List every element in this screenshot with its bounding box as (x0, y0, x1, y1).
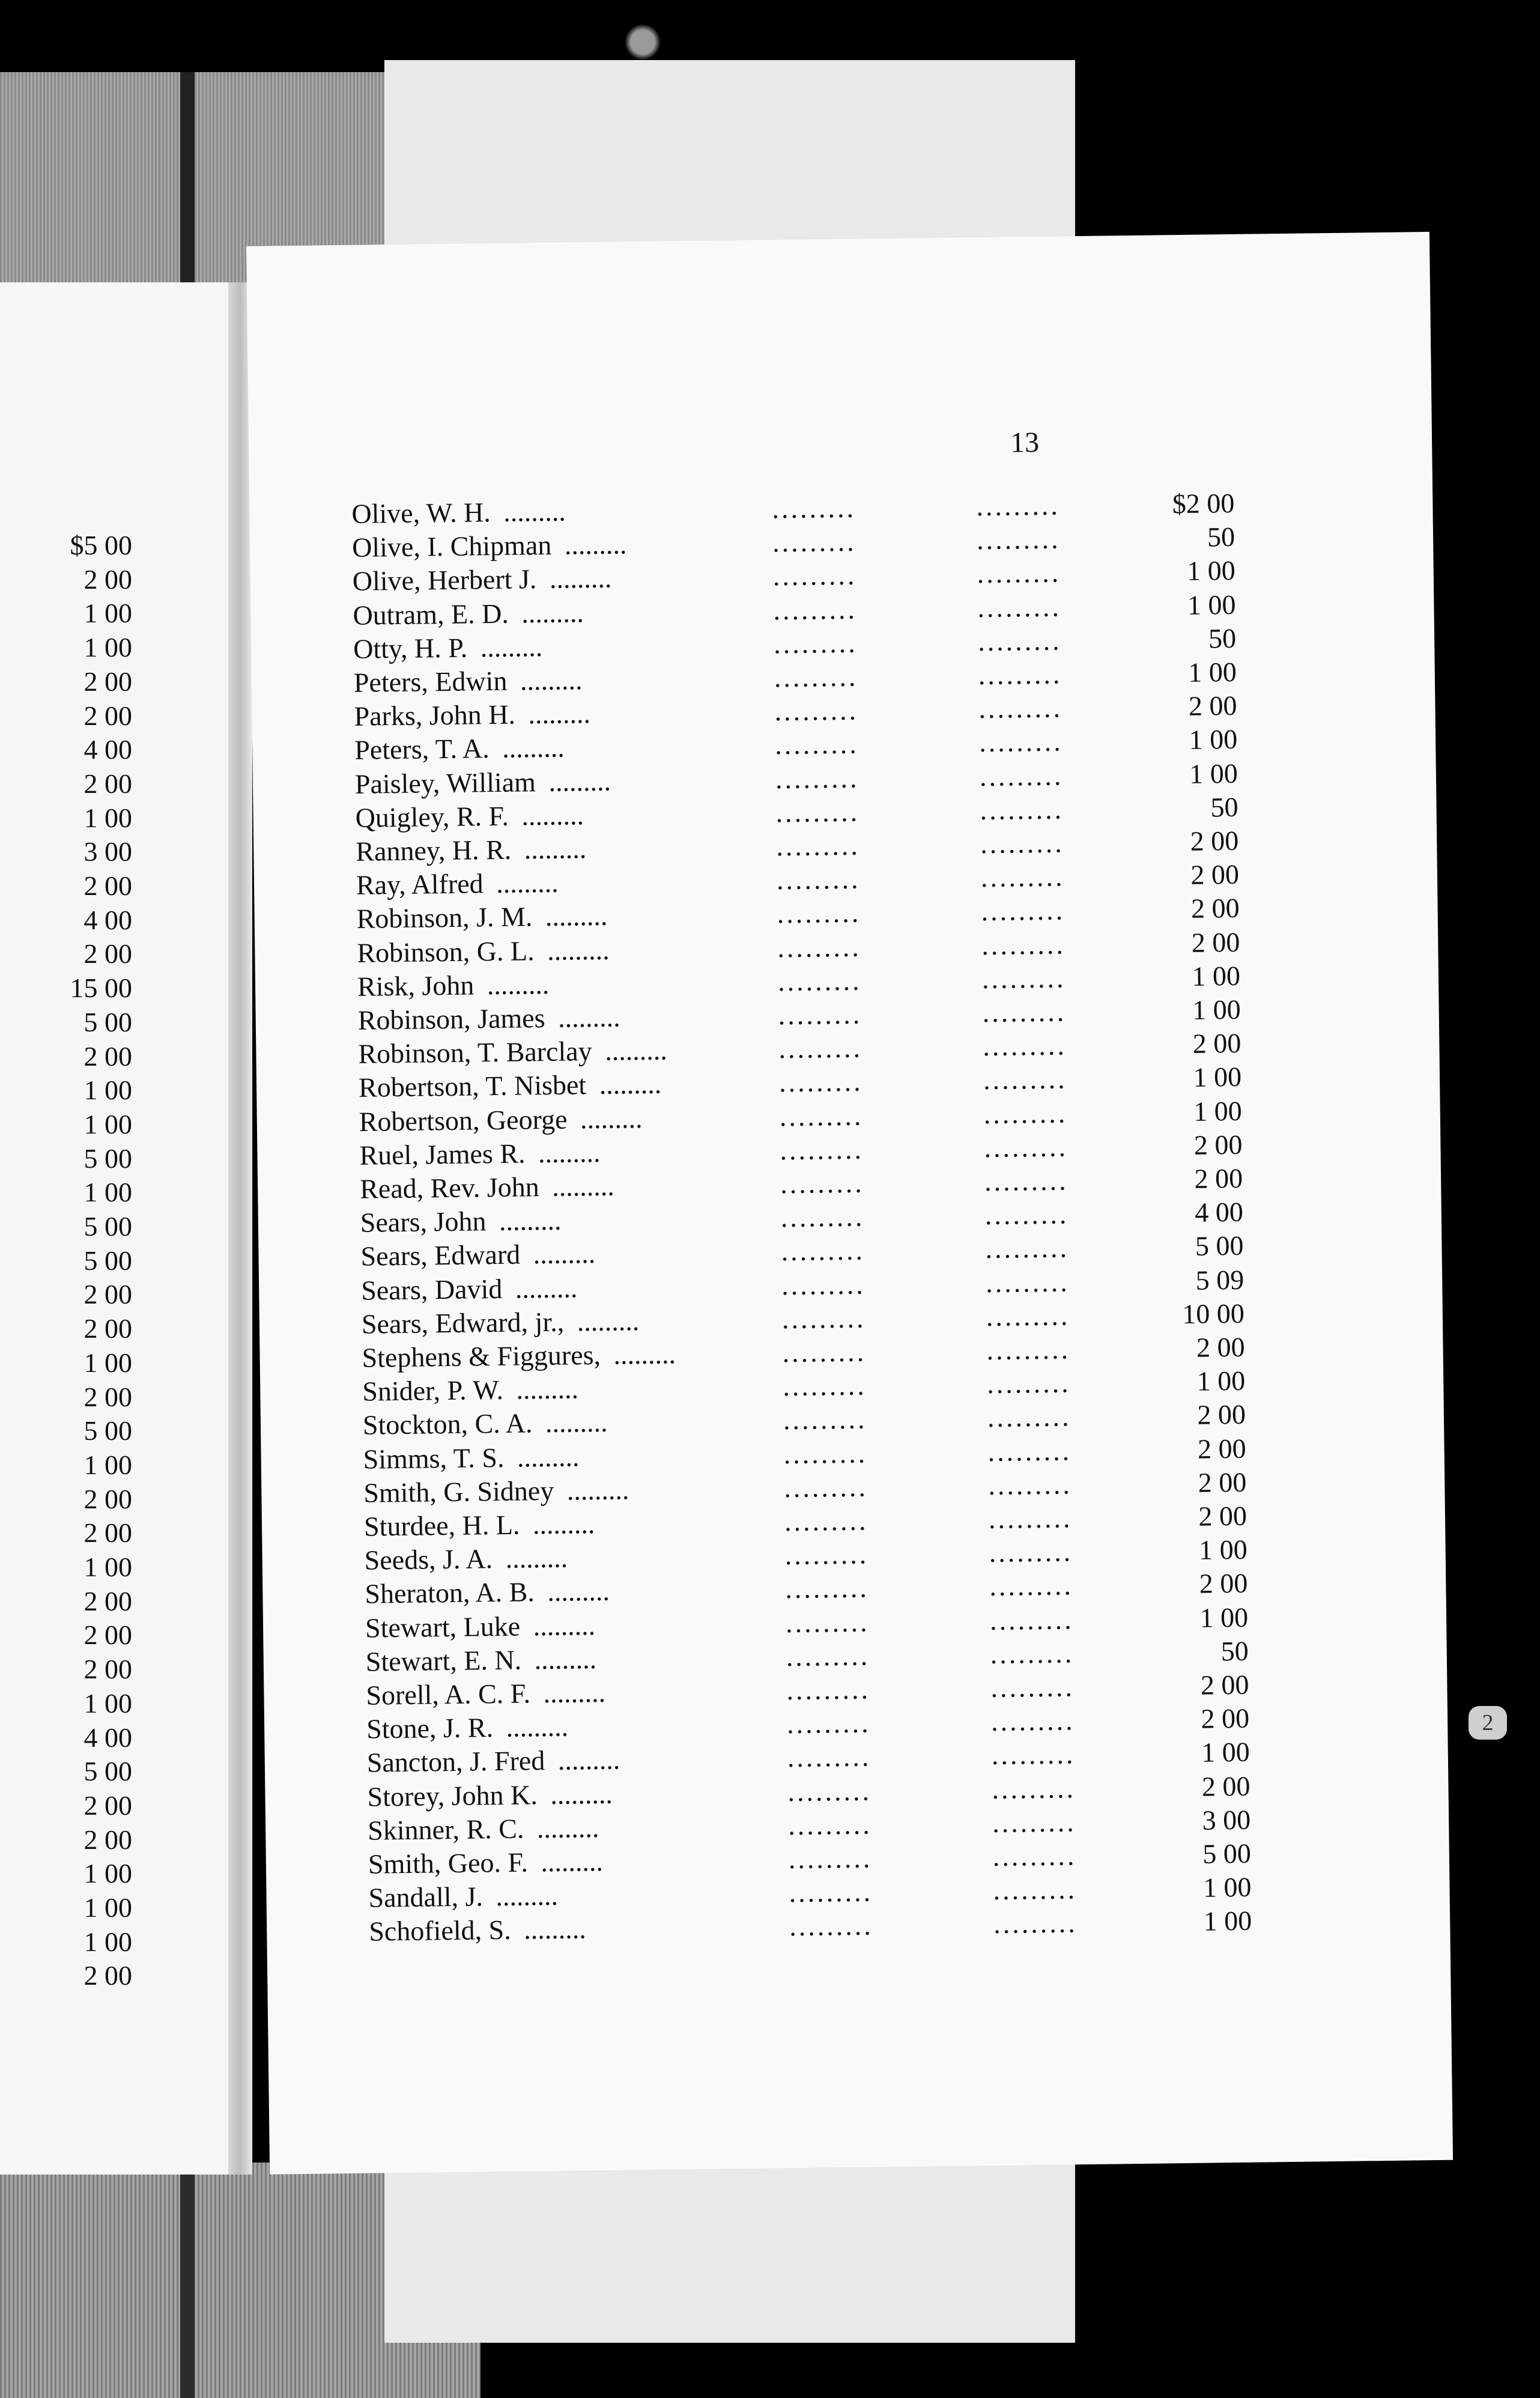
leader-dots: ......... (772, 560, 857, 592)
left-amount: 1 00 (83, 1687, 132, 1719)
leader-dots: ......... (789, 1876, 873, 1908)
subscriber-name: Sears, Edward, jr., ......... (361, 1305, 640, 1340)
subscription-amount: 2 00 (1192, 1028, 1241, 1060)
leader-dots: ......... (789, 1910, 874, 1942)
subscriber-name: Read, Rev. John ......... (359, 1170, 614, 1204)
left-amount: 2 00 (83, 1960, 132, 1991)
leader-dots: ......... (992, 1806, 1076, 1838)
left-amount: 2 00 (83, 1483, 132, 1514)
leader-dots: ......... (990, 1705, 1075, 1737)
leader-dots: ......... (782, 1336, 867, 1368)
subscription-amount: 1 00 (1192, 960, 1241, 992)
leader-dots: ......... (785, 1572, 870, 1604)
subscription-amount: 2 00 (1193, 1129, 1243, 1161)
leader-dots: ......... (775, 830, 861, 862)
leader-dots: ......... (980, 861, 1065, 893)
leader-dots: ......... (988, 1502, 1073, 1535)
subscription-amount: 5 00 (1195, 1230, 1244, 1262)
leader-dots: ......... (787, 1809, 872, 1841)
subscription-amount: 50 (1220, 1635, 1249, 1667)
subscriber-name: Simms, T. S. ......... (363, 1440, 580, 1475)
subscriber-name: Sears, Edward ......... (360, 1238, 596, 1272)
subscription-amount: 2 00 (1201, 1702, 1250, 1734)
leader-dots: ......... (787, 1775, 872, 1807)
page-number: 13 (1010, 426, 1040, 459)
left-amount: 1 00 (83, 1075, 132, 1106)
left-amount: 4 00 (83, 904, 132, 935)
subscriber-name: Quigley, R. F. ......... (355, 800, 584, 833)
subscription-amount: 5 09 (1195, 1264, 1244, 1296)
subscriber-name: Seeds, J. A. ......... (364, 1542, 568, 1576)
left-amount: 2 00 (83, 768, 132, 799)
leader-dots: ......... (778, 998, 862, 1031)
left-amount: 2 00 (83, 1517, 132, 1549)
subscription-amount: 1 00 (1187, 589, 1236, 621)
subscription-amount: $2 00 (1172, 487, 1235, 520)
leader-dots: ......... (990, 1671, 1075, 1704)
left-amount: 5 00 (83, 1143, 132, 1174)
leader-dots: ......... (989, 1603, 1074, 1636)
subscription-amount: 2 00 (1191, 926, 1240, 958)
leader-dots: ......... (977, 557, 1061, 589)
left-amount: 1 00 (83, 632, 132, 663)
subscriber-name: Sorell, A. C. F. ......... (366, 1677, 606, 1711)
subscription-amount: 2 00 (1190, 893, 1240, 924)
leader-dots: ......... (984, 1198, 1069, 1231)
subscriber-name: Sears, David ......... (360, 1272, 578, 1306)
leader-dots: ......... (976, 523, 1061, 556)
subscription-amount: 50 (1207, 521, 1235, 553)
left-amount: 2 00 (83, 1381, 132, 1412)
leader-dots: ......... (986, 1367, 1072, 1400)
leader-dots: ......... (992, 1840, 1077, 1872)
subscription-amount: 2 00 (1194, 1162, 1243, 1194)
leader-dots: ......... (772, 492, 856, 524)
subscriber-name: Robinson, T. Barclay ......... (358, 1034, 667, 1070)
subscriber-name: Sancton, J. Fred ......... (366, 1744, 620, 1779)
subscriber-name: Parks, John H. ......... (354, 698, 591, 732)
subscription-amount: 1 00 (1199, 1601, 1249, 1633)
leader-dots: ......... (784, 1538, 869, 1571)
leader-dots: ......... (774, 728, 859, 760)
subscriber-name: Otty, H. P. ......... (353, 631, 543, 664)
leader-dots: ......... (779, 1100, 864, 1132)
leader-dots: ......... (777, 965, 862, 997)
subscription-amount: 1 00 (1193, 1061, 1242, 1093)
subscriber-name: Skinner, R. C. ......... (367, 1812, 599, 1846)
leader-dots: ......... (980, 827, 1065, 860)
leader-dots: ......... (993, 1874, 1078, 1906)
subscription-amount: 2 00 (1190, 825, 1239, 857)
left-amount: 1 00 (83, 598, 132, 629)
subscription-amount: 1 00 (1192, 994, 1241, 1025)
subscription-amount: 2 00 (1188, 690, 1237, 722)
left-amount: 5 00 (83, 1006, 132, 1037)
spine-band-bottom (180, 2163, 195, 2398)
subscriber-name: Paisley, William ......... (354, 765, 611, 800)
leader-dots: ......... (780, 1167, 864, 1200)
subscriber-name: Smith, Geo. F. ......... (368, 1845, 604, 1880)
leader-dots: ......... (985, 1232, 1070, 1264)
left-amount: 2 00 (83, 1040, 132, 1072)
left-amount: 2 00 (83, 870, 132, 901)
subscriber-name: Risk, John ......... (357, 968, 550, 1002)
subscriber-name: Peters, T. A. ......... (354, 732, 565, 766)
ink-blot (619, 24, 667, 60)
left-amount: 1 00 (83, 1449, 132, 1480)
leader-dots: ......... (777, 897, 861, 929)
left-amount: 1 00 (83, 802, 132, 833)
subscriber-name: Smith, G. Sidney ......... (363, 1474, 629, 1508)
subscriber-name: Peters, Edwin ......... (353, 664, 583, 698)
leader-dots: ......... (989, 1570, 1074, 1602)
leader-dots: ......... (786, 1707, 871, 1740)
leader-dots: ......... (785, 1606, 870, 1638)
subscriber-name: Ray, Alfred ......... (356, 867, 559, 901)
subscription-amount: 50 (1208, 622, 1237, 654)
subscription-amount: 2 00 (1197, 1433, 1246, 1465)
subscriber-name: Olive, I. Chipman ......... (351, 529, 627, 563)
left-amount: 1 00 (83, 1892, 132, 1923)
leader-dots: ......... (780, 1134, 864, 1166)
subscription-amount: 2 00 (1198, 1500, 1247, 1532)
left-amount: 2 00 (83, 666, 132, 697)
leader-dots: ......... (978, 658, 1063, 691)
subscription-amount: 2 00 (1190, 859, 1240, 891)
leader-dots: ......... (984, 1131, 1069, 1163)
left-amount: 2 00 (83, 1824, 132, 1855)
leader-dots: ......... (986, 1300, 1070, 1332)
leader-dots: ......... (783, 1437, 868, 1469)
leader-dots: ......... (787, 1741, 872, 1773)
subscription-amount: 50 (1210, 791, 1238, 823)
leader-dots: ......... (983, 1063, 1067, 1096)
subscription-amount: 2 00 (1199, 1568, 1248, 1600)
subscriber-name: Robertson, George ......... (359, 1102, 643, 1137)
left-amount: 3 00 (83, 836, 132, 867)
leader-dots: ......... (976, 490, 1061, 522)
subscriber-name: Sears, John ......... (360, 1204, 562, 1238)
left-amount: 2 00 (83, 1585, 132, 1616)
leader-dots: ......... (983, 1097, 1068, 1129)
leader-dots: ......... (783, 1403, 867, 1436)
left-amount: 5 00 (83, 1245, 132, 1276)
subscriber-name: Ranney, H. R. ......... (356, 833, 587, 867)
subscription-amount: 5 00 (1202, 1838, 1252, 1869)
leader-dots: ......... (774, 661, 858, 693)
leader-dots: ......... (786, 1640, 870, 1672)
left-amount: 1 00 (83, 1858, 132, 1889)
leader-dots: ......... (984, 1165, 1069, 1197)
edge-mark: 2 (1469, 1706, 1507, 1740)
subscriber-name: Stewart, Luke ......... (365, 1609, 596, 1644)
leader-dots: ......... (982, 996, 1067, 1028)
leader-dots: ......... (772, 526, 856, 558)
leader-dots: ......... (977, 625, 1062, 657)
left-amount: 2 00 (83, 700, 132, 731)
leader-dots: ......... (773, 627, 858, 660)
subscriber-name: Schofield, S. ......... (368, 1913, 586, 1947)
leader-dots: ......... (980, 794, 1064, 825)
subscriber-name: Stephens & Figgures, ......... (362, 1338, 676, 1373)
left-amount: 2 00 (83, 938, 132, 970)
subscription-amount: 2 00 (1196, 1331, 1245, 1363)
spine-band-top (180, 72, 195, 288)
subscriber-name: Olive, Herbert J. ......... (352, 563, 612, 597)
left-amount: 1 00 (83, 1108, 132, 1140)
left-amount: 5 00 (83, 1756, 132, 1787)
leader-dots: ......... (981, 962, 1066, 994)
leader-dots: ......... (773, 593, 858, 625)
leader-dots: ......... (784, 1505, 869, 1537)
right-page (246, 232, 1453, 2175)
left-amount: 2 00 (83, 1789, 132, 1821)
left-page (0, 282, 252, 2175)
leader-dots: ......... (780, 1201, 865, 1233)
left-amount: 2 00 (83, 1279, 132, 1310)
leader-dots: ......... (993, 1907, 1078, 1940)
left-amount: $5 00 (70, 530, 132, 560)
leader-dots: ......... (981, 929, 1066, 961)
leader-dots: ......... (987, 1434, 1072, 1467)
leader-dots: ......... (985, 1266, 1070, 1298)
leader-dots: ......... (977, 591, 1062, 623)
leader-dots: ......... (784, 1471, 869, 1504)
subscriber-name: Stewart, E. N. ......... (365, 1643, 597, 1677)
leader-dots: ......... (786, 1674, 871, 1706)
leader-dots: ......... (978, 726, 1063, 758)
leader-dots: ......... (776, 863, 861, 896)
subscription-amount: 1 00 (1203, 1905, 1252, 1937)
left-amount: 4 00 (83, 734, 132, 765)
subscription-amount: 1 00 (1202, 1871, 1252, 1903)
subscription-amount: 2 00 (1197, 1399, 1246, 1431)
subscriber-name: Robinson, James ......... (357, 1001, 620, 1036)
subscription-amount: 1 00 (1186, 555, 1236, 587)
subscriber-name: Robinson, J. M. ......... (356, 900, 608, 935)
subscriber-name: Ruel, James R. ......... (359, 1137, 601, 1171)
leader-dots: ......... (777, 931, 862, 963)
subscriber-name: Snider, P. W. ......... (362, 1373, 579, 1407)
leader-dots: ......... (788, 1842, 873, 1875)
subscriber-name: Olive, W. H. ......... (351, 496, 566, 529)
leader-dots: ......... (992, 1772, 1076, 1805)
subscriber-name: Sheraton, A. B. ......... (365, 1576, 610, 1610)
subscription-amount: 3 00 (1202, 1804, 1251, 1836)
leader-dots: ......... (979, 760, 1064, 792)
leader-dots: ......... (983, 1030, 1067, 1062)
left-amount: 1 00 (83, 1926, 132, 1957)
left-amount: 1 00 (83, 1177, 132, 1208)
leader-dots: ......... (774, 694, 859, 727)
leader-dots: ......... (989, 1536, 1073, 1568)
leader-dots: ......... (987, 1401, 1072, 1433)
leader-dots: ......... (778, 1066, 863, 1098)
subscription-amount: 1 00 (1189, 757, 1238, 789)
left-amount: 5 00 (83, 1211, 132, 1242)
left-amount: 5 00 (83, 1415, 132, 1446)
gutter-shadow (228, 282, 252, 2175)
subscription-amount: 1 00 (1196, 1365, 1246, 1397)
leader-dots: ......... (781, 1302, 866, 1335)
subscriber-name: Outram, E. D. ......... (353, 596, 584, 631)
subscription-amount: 2 00 (1200, 1669, 1249, 1701)
leader-dots: ......... (991, 1738, 1076, 1771)
subscription-amount: 4 00 (1194, 1197, 1244, 1228)
subscription-amount: 2 00 (1201, 1770, 1250, 1802)
subscriber-name: Storey, John K. ......... (367, 1778, 613, 1812)
left-amount: 2 00 (83, 1654, 132, 1685)
leader-dots: ......... (782, 1370, 867, 1402)
leader-dots: ......... (990, 1638, 1075, 1669)
subscription-amount: 1 00 (1193, 1095, 1243, 1127)
left-amount: 1 00 (83, 1552, 132, 1582)
left-amount: 2 00 (83, 1619, 132, 1651)
subscriber-name: Stone, J. R. ......... (366, 1711, 569, 1744)
leader-dots: ......... (775, 762, 859, 794)
leader-dots: ......... (978, 692, 1063, 724)
left-amount: 4 00 (83, 1722, 132, 1753)
leader-dots: ......... (781, 1234, 865, 1267)
subscription-amount: 1 00 (1201, 1737, 1250, 1768)
leader-dots: ......... (987, 1469, 1073, 1501)
subscriber-name: Robinson, G. L. ......... (357, 934, 610, 968)
subscription-amount: 2 00 (1198, 1466, 1247, 1498)
subscription-amount: 1 00 (1187, 656, 1237, 688)
subscription-amount: 1 00 (1198, 1534, 1247, 1565)
subscriber-name: Robertson, T. Nisbet ......... (358, 1069, 662, 1103)
subscription-amount: 10 00 (1182, 1298, 1245, 1329)
leader-dots: ......... (778, 1032, 863, 1064)
subscriber-name: Sturdee, H. L. ......... (363, 1508, 595, 1542)
leader-dots: ......... (981, 894, 1066, 927)
left-amount: 2 00 (83, 563, 132, 595)
leader-dots: ......... (986, 1334, 1071, 1366)
subscriber-name: Sandall, J. ......... (368, 1880, 559, 1913)
left-amount: 15 00 (70, 973, 132, 1004)
subscription-amount: 1 00 (1189, 724, 1238, 756)
subscriber-name: Stockton, C. A. ......... (362, 1407, 608, 1441)
left-amount: 1 00 (83, 1347, 132, 1378)
left-amount: 2 00 (83, 1313, 132, 1344)
leader-dots: ......... (781, 1269, 865, 1301)
leader-dots: ......... (775, 796, 860, 828)
